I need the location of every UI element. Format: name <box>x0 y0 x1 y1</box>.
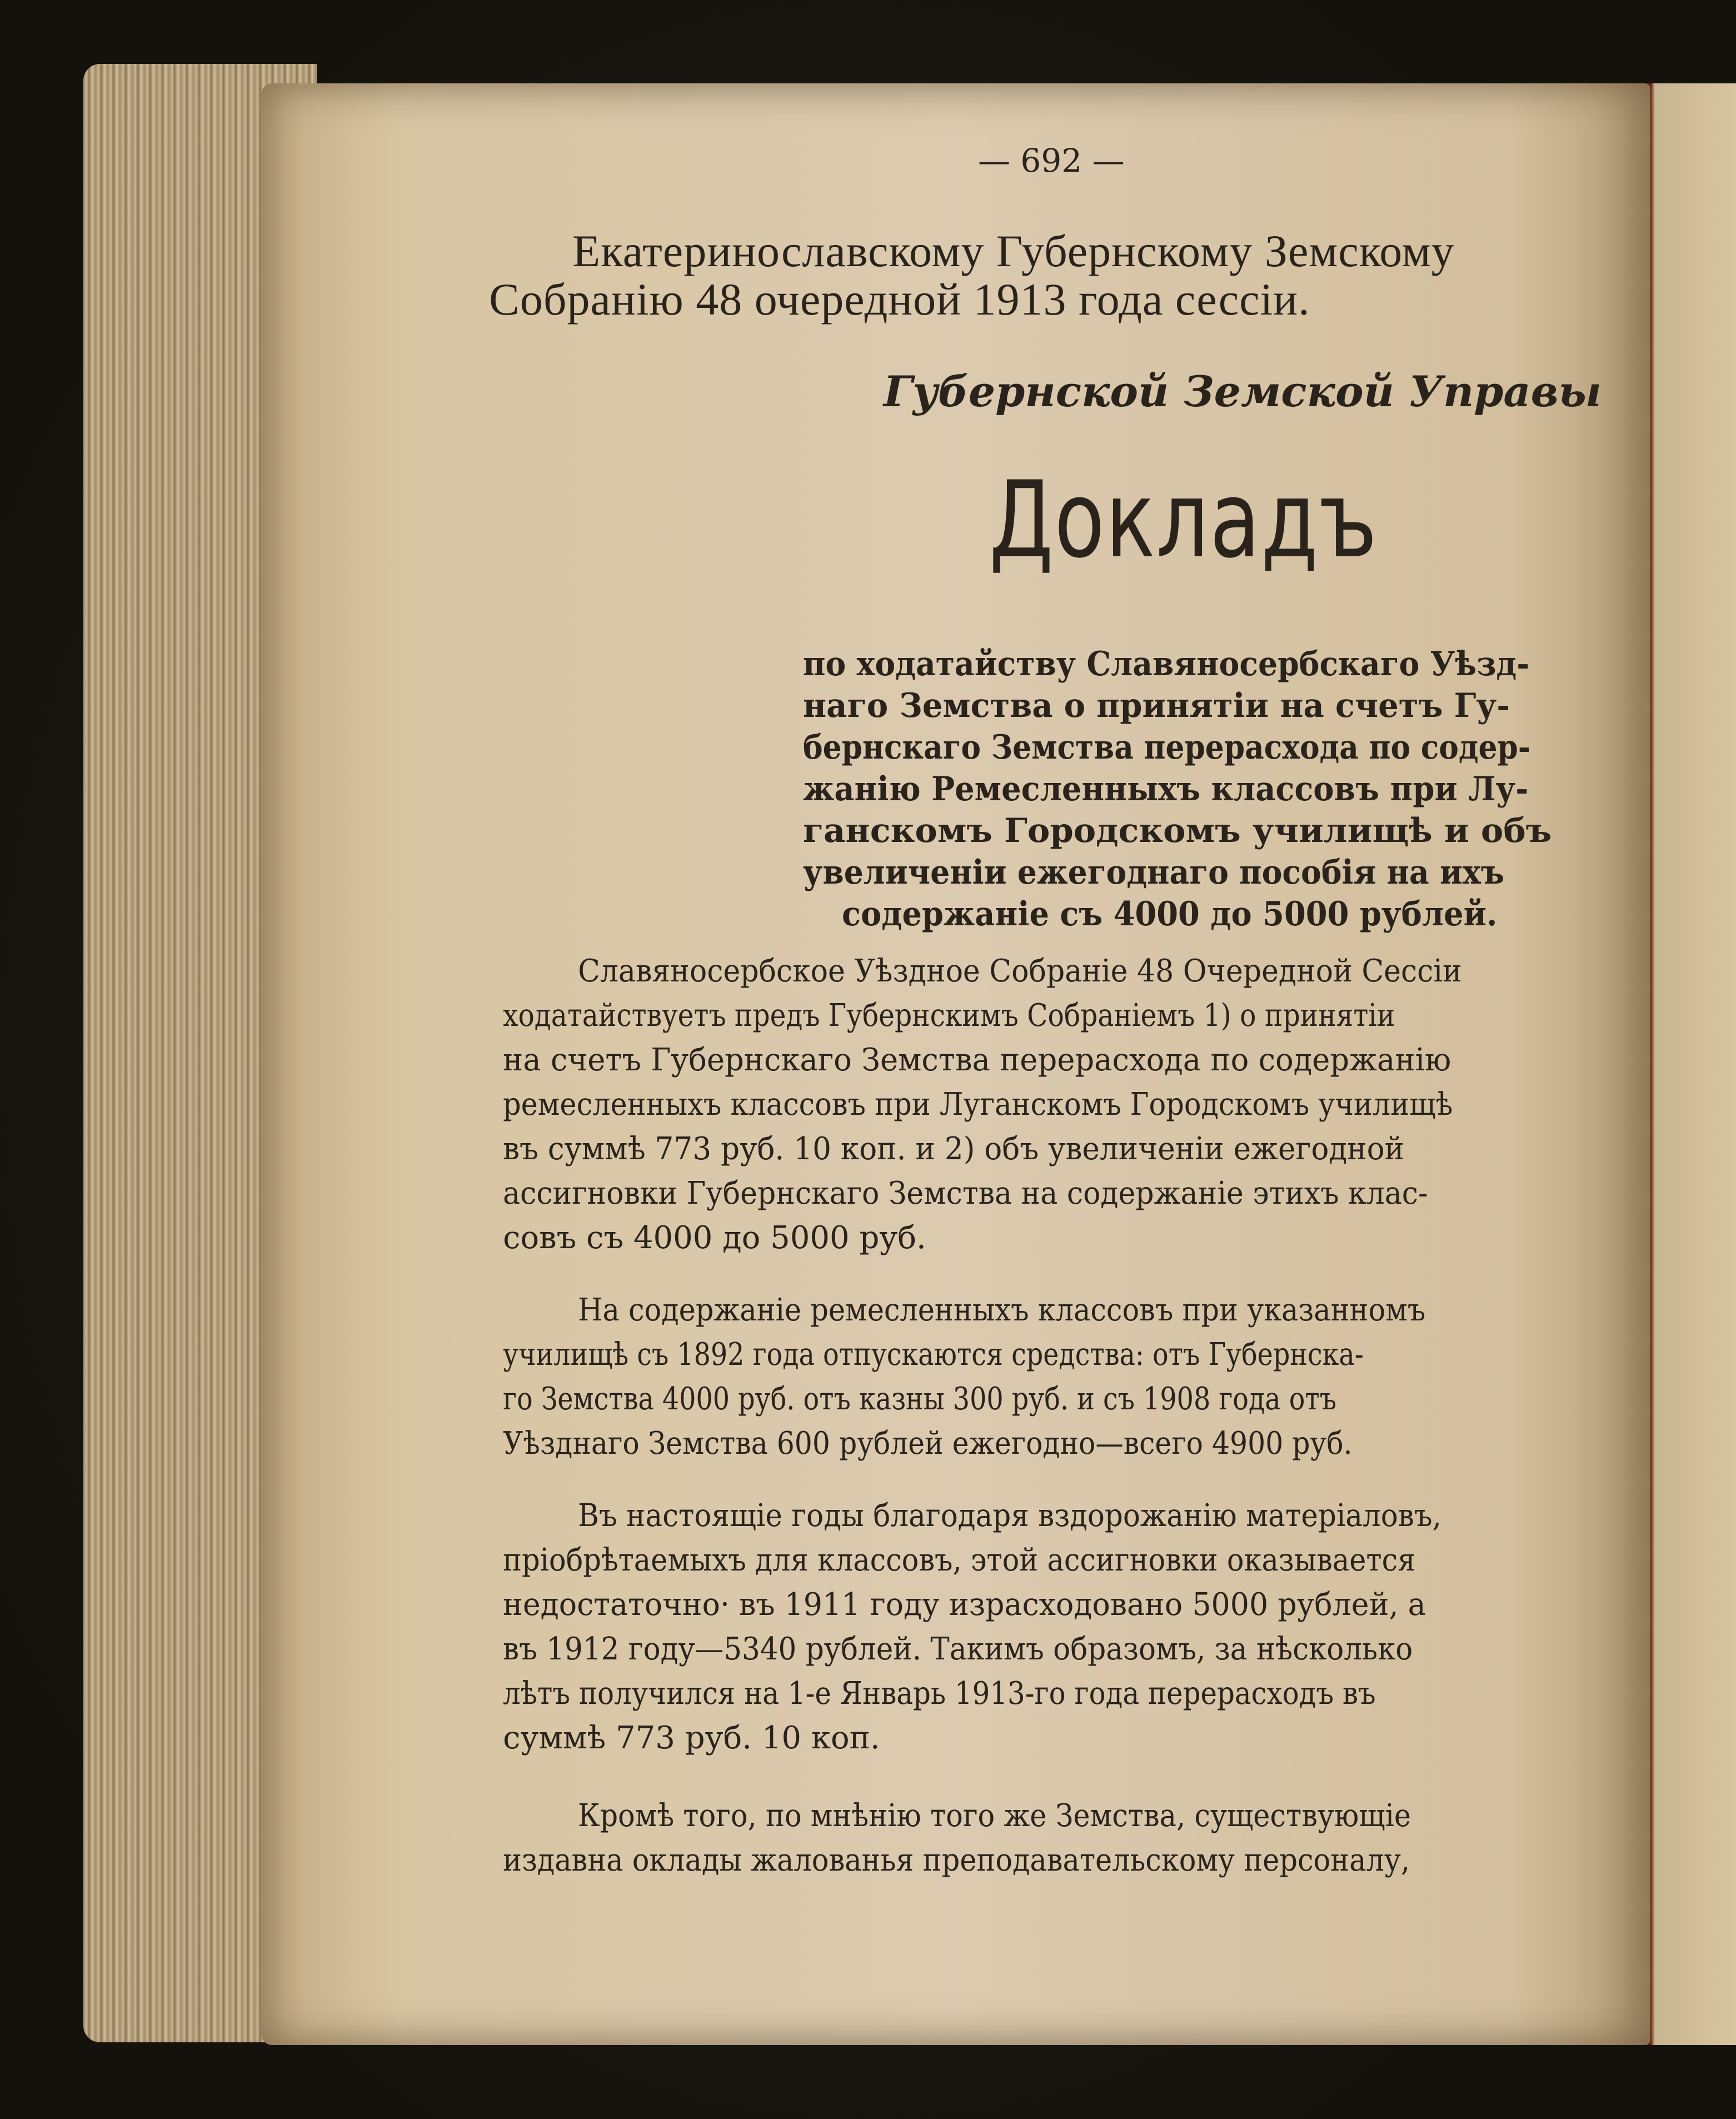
paragraph-line: въ 1912 году—5340 рублей. Такимъ образомъ, за нѣсколько <box>503 1631 1413 1667</box>
subject-line: ганскомъ Городскомъ училищѣ и объ <box>803 811 1552 850</box>
paragraph-line: Въ настоящіе годы благодаря вздорожанію матеріаловъ, <box>578 1498 1441 1534</box>
paragraph-line: пріобрѣтаемыхъ для классовъ, этой ассигновки оказывается <box>503 1542 1416 1578</box>
paragraph-line: издавна оклады жалованья преподавательскому персоналу, <box>503 1842 1410 1878</box>
paragraph-line: совъ съ 4000 до 5000 руб. <box>503 1220 926 1256</box>
paragraph-line: суммѣ 773 руб. 10 коп. <box>503 1720 880 1756</box>
subject-line: бернскаго Земства перерасхода по содер- <box>803 728 1530 767</box>
header-line-1: Екатеринославскому Губернскому Земскому <box>572 226 1455 276</box>
page-number: — 692 — <box>978 142 1125 180</box>
paragraph-line: На содержаніе ремесленныхъ классовъ при указанномъ <box>578 1292 1426 1328</box>
paragraph-line: ремесленныхъ классовъ при Луганскомъ Городскомъ училищѣ <box>503 1086 1453 1123</box>
document-title: Докладъ <box>989 458 1378 581</box>
paragraph-line: ходатайствуетъ предъ Губернскимъ Собраніемъ 1) о принятіи <box>503 998 1395 1034</box>
subject-line: увеличеніи ежегоднаго пособія на ихъ <box>803 853 1505 892</box>
paragraph-line: лѣтъ получился на 1-е Январь 1913-го года перерасходъ въ <box>503 1676 1376 1712</box>
paragraph-line: Кромѣ того, по мнѣнію того же Земства, существующіе <box>578 1798 1411 1834</box>
subject-line: жанію Ремесленныхъ классовъ при Лу- <box>803 770 1529 809</box>
paragraph-line: училищѣ съ 1892 года отпускаются средства: отъ Губернска- <box>503 1337 1364 1373</box>
paragraph-line: недостаточно· въ 1911 году израсходовано 5000 рублей, а <box>503 1587 1426 1623</box>
issuer-line: Губернской Земской Управы <box>884 367 1602 416</box>
paragraph-line: Славяносербское Уѣздное Собраніе 48 Очередной Сессіи <box>578 953 1462 989</box>
subject-line: содержаніе съ 4000 до 5000 рублей. <box>842 895 1498 934</box>
paragraph-line: Уѣзднаго Земства 600 рублей ежегодно—всего 4900 руб. <box>503 1425 1353 1462</box>
header-line-2: Собранію 48 очередной 1913 года сессіи. <box>489 274 1310 325</box>
paragraph-line: го Земства 4000 руб. отъ казны 300 руб. и съ 1908 года отъ <box>503 1381 1337 1417</box>
subject-line: по ходатайству Славяносербскаго Уѣзд- <box>803 645 1530 684</box>
paragraph-line: ассигновки Губернскаго Земства на содержаніе этихъ клас- <box>503 1175 1428 1211</box>
subject-line: наго Земства о принятіи на счетъ Гу- <box>803 686 1510 725</box>
paragraph-line: на счетъ Губернскаго Земства перерасхода по содержанію <box>503 1042 1451 1078</box>
paragraph-line: въ суммѣ 773 руб. 10 коп. и 2) объ увеличеніи ежегодной <box>503 1131 1405 1167</box>
